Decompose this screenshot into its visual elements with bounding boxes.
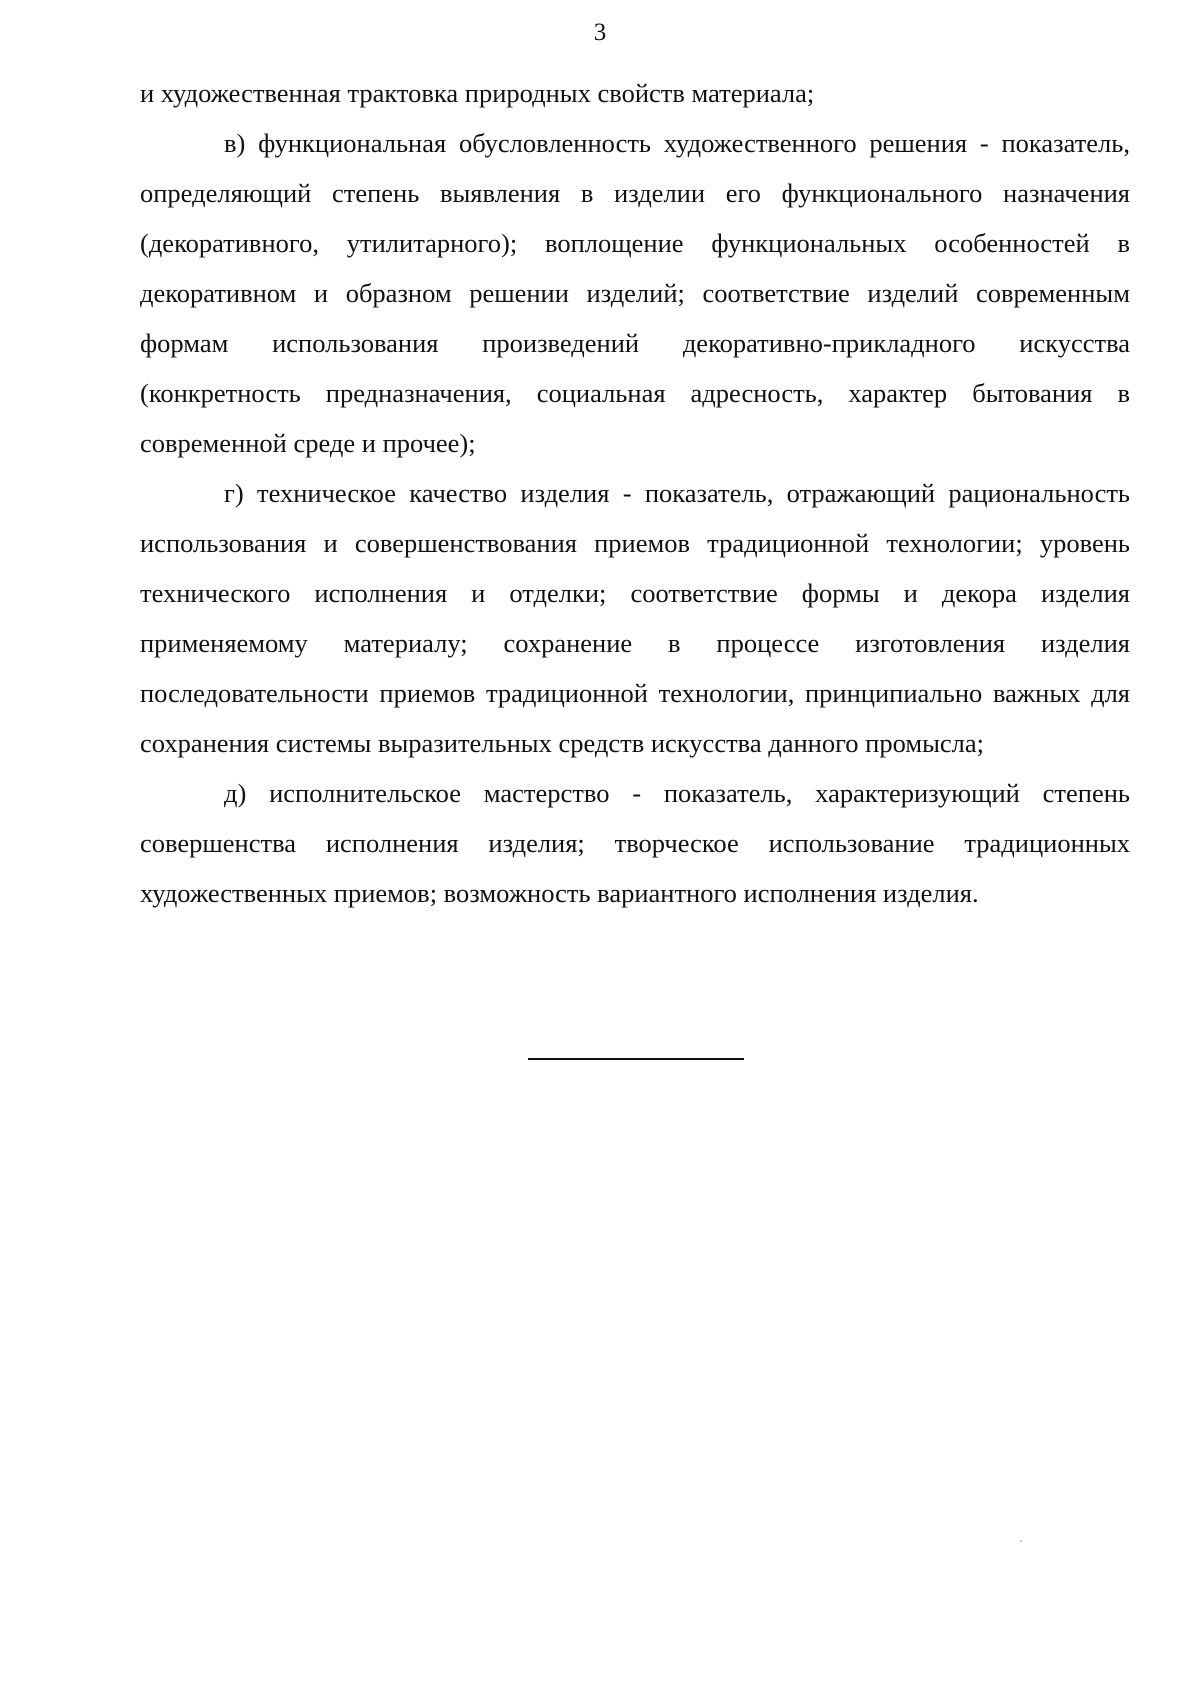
paragraph-item-v: в) функциональная обусловленность художественного решения - показатель, определяющий степень выявления в изделии его функционального назначения (декоративного, утилитарного); воплощение функциональных особенностей в декоративном и образном решении изделий; соответствие изделий современным формам использования произведений декоративно-прикладного искусства (конкретность предназначения, социальная адресность, характер бытования в современной среде и прочее); [140,128,1130,458]
paragraph-continuation: и художественная трактовка природных свойств материала; [140,78,815,108]
paragraph-item-d: д) исполнительское мастерство - показатель, характеризующий степень совершенства исполнения изделия; творческое использование традиционных художественных приемов; возможность вариантного исполнения изделия. [140,778,1130,908]
end-separator-line [528,1058,744,1060]
page-number: 3 [593,19,607,46]
document-body [140,68,1130,918]
scan-speck [1020,1540,1022,1542]
paragraph-item-g: г) техническое качество изделия - показатель, отражающий рациональность использования и совершенствования приемов традиционной технологии; уровень технического исполнения и отделки; соответствие формы и декора изделия применяемому материалу; сохранение в процессе изготовления изделия последовательности приемов традиционной технологии, принципиально важных для сохранения системы выразительных средств искусства данного промысла; [140,478,1130,758]
